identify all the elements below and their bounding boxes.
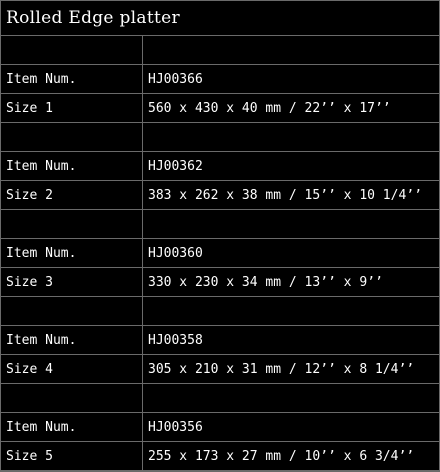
empty-cell	[143, 384, 440, 413]
item-num-value: HJ00356	[143, 413, 440, 442]
size-value: 560 x 430 x 40 mm / 22’’ x 17’’	[143, 94, 440, 123]
empty-cell	[143, 36, 440, 65]
item-num-label: Item Num.	[1, 326, 143, 355]
item-num-value: HJ00366	[143, 65, 440, 94]
table-row	[1, 268, 439, 297]
size-label: Size 3	[1, 268, 143, 297]
item-num-label: Item Num.	[1, 152, 143, 181]
empty-cell	[1, 36, 143, 65]
table-row	[1, 239, 439, 268]
item-num-value: HJ00360	[143, 239, 440, 268]
size-value: 330 x 230 x 34 mm / 13’’ x 9’’	[143, 268, 440, 297]
spacer-row	[1, 123, 439, 152]
table-row	[1, 355, 439, 384]
spacer-row	[1, 36, 439, 65]
table-row	[1, 413, 439, 442]
item-num-label: Item Num.	[1, 413, 143, 442]
table-row	[1, 65, 439, 94]
empty-cell	[1, 123, 143, 152]
table-row	[1, 152, 439, 181]
size-value: 305 x 210 x 31 mm / 12’’ x 8 1/4’’	[143, 355, 440, 384]
size-value: 383 x 262 x 38 mm / 15’’ x 10 1/4’’	[143, 181, 440, 210]
size-label: Size 4	[1, 355, 143, 384]
empty-cell	[143, 210, 440, 239]
empty-cell	[1, 297, 143, 326]
size-label: Size 5	[1, 442, 143, 471]
item-num-value: HJ00358	[143, 326, 440, 355]
item-num-label: Item Num.	[1, 65, 143, 94]
spec-table	[1, 36, 439, 471]
item-num-value: HJ00362	[143, 152, 440, 181]
empty-cell	[143, 123, 440, 152]
table-row	[1, 326, 439, 355]
item-num-label: Item Num.	[1, 239, 143, 268]
size-label: Size 1	[1, 94, 143, 123]
table-row	[1, 181, 439, 210]
empty-cell	[1, 210, 143, 239]
table-row	[1, 442, 439, 471]
empty-cell	[143, 297, 440, 326]
spacer-row	[1, 297, 439, 326]
table-row	[1, 94, 439, 123]
page-title: Rolled Edge platter	[1, 1, 439, 36]
spacer-row	[1, 210, 439, 239]
empty-cell	[1, 384, 143, 413]
size-label: Size 2	[1, 181, 143, 210]
spacer-row	[1, 384, 439, 413]
size-value: 255 x 173 x 27 mm / 10’’ x 6 3/4’’	[143, 442, 440, 471]
